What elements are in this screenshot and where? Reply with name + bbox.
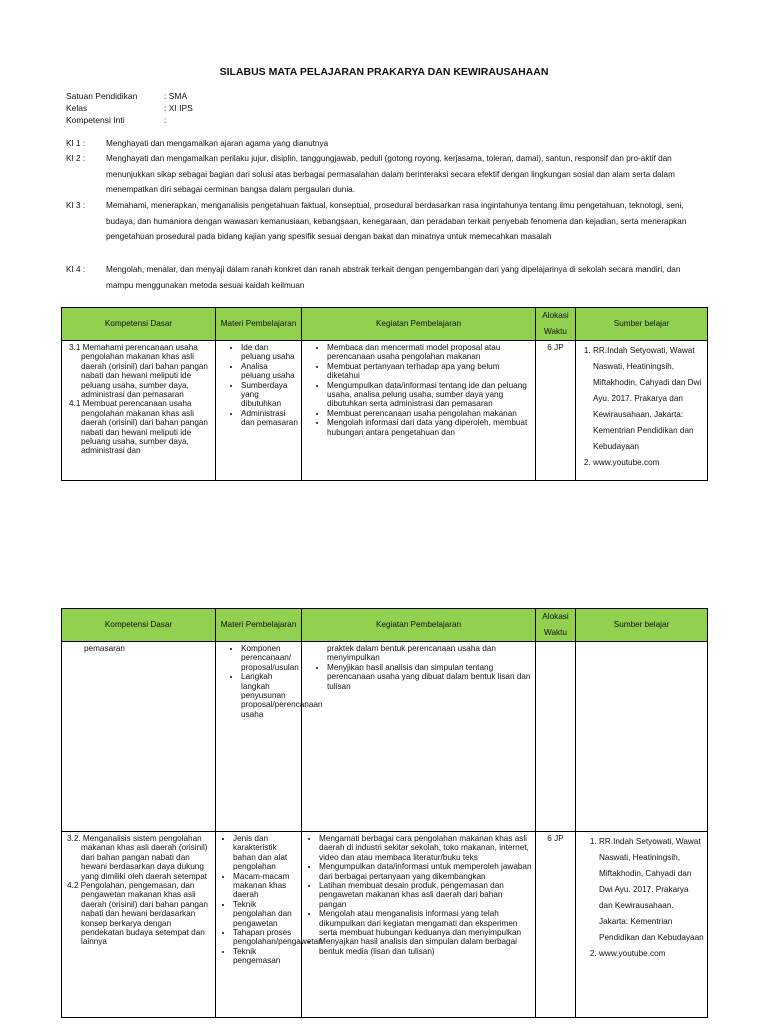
materi-item: • Teknik pengolahan dan pengawetan [233, 900, 298, 928]
materi-item: • Langkah langkah penyusunan proposal/perencanaan usaha [241, 672, 298, 719]
ki-value: : [164, 115, 167, 125]
meta-kelas [66, 103, 193, 114]
materi-item: • Analisa peluang usaha [241, 362, 298, 381]
sumber-item: 1. RR.Indah Setyowati, Wawat Naswati, Heatiningsih, Miftakhodin, Cahyadi dan Dwi Ayu. 2017. Prakarya dan Kewirausahaan. Jakarta: Kementrian Pendidikan dan Kebudayaan [599, 834, 704, 946]
kegiatan-item: • Mengamati berbagai cara pengolahan makanan khas asli daerah di industri sekitar sekolah, toko makanan, internet, video dan atau membaca literatur/buku teks [319, 834, 532, 862]
kegiatan-item: • Latihan membuat desain produk, pengemasan dan pengawetan makanan khas asli daerah dari bahan pangan [319, 881, 532, 909]
sumber-cell [576, 642, 708, 832]
header-kegiatan: Kegiatan Pembelajaran [302, 308, 536, 341]
ki-2-label: KI 2 : [66, 154, 86, 163]
ki-1-text: Menghayati dan mengamalkan ajaran agama yang dianutnya [106, 139, 329, 148]
meta-satuan [66, 91, 187, 102]
materi-cell [216, 642, 323, 832]
sumber-item: 2. www.youtube.com [593, 455, 704, 471]
header-alokasi: Alokasi Waktu [536, 609, 576, 642]
kelas-label: Kelas [66, 103, 88, 113]
materi-item: • Teknik pengemasan [233, 947, 298, 966]
ki-2-text: Menghayati dan mengamalkan perilaku jujur, disiplin, tanggungjawab, peduli (gotong royong, kerjasama, toleran, damai), santun, responsif dan pro-aktif dan menunjukkan sikap sebagai bagian dari solusi atas berbagai permasalahan dalam berinteraksi secara efektif dengan lingkungan sosial dan alam serta dalam menempatkan diri sebagai cerminan bangsa dalam pergaulan dunia. [106, 154, 675, 194]
ki-4-label: KI 4 : [66, 265, 86, 274]
sumber-item: 2. www.youtube.com [599, 946, 704, 962]
silabus-table-1 [61, 307, 708, 481]
materi-item: • Sumberdaya yang dibutuhkan [241, 381, 298, 409]
materi-cell [216, 832, 323, 1018]
alokasi-cell: 6 JP [536, 341, 576, 481]
kd-item: 4.2 Pengolahan, pengemasan, dan pengawetan makanan khas asli daerah (orisinil) dari bahan pangan nabati dan hewani berdasarkan konsep berkarya dengan pendekatan budaya setempat dan lainnya [67, 881, 208, 947]
table-row [62, 832, 708, 1018]
header-kompetensi-dasar: Kompetensi Dasar [62, 308, 216, 341]
silabus-table-2 [61, 608, 708, 1018]
kd-cell [62, 832, 216, 1018]
materi-item: • Tahapan proses pengolahan/pengawetan [233, 928, 298, 947]
alokasi-cell: 6 JP [536, 832, 576, 1018]
materi-cell [216, 341, 302, 481]
header-sumber: Sumber belajar [576, 308, 708, 341]
header-sumber: Sumber belajar [576, 609, 708, 642]
ki-1-label: KI 1 : [66, 139, 86, 148]
materi-item: • Komponen perencanaan/ proposal/usulan [241, 644, 298, 672]
kegiatan-item: • Membaca dan mencermati model proposal atau perencanaan usaha pengolahan makanan [327, 343, 532, 362]
ki-4-text: Mengolah, menalar, dan menyaji dalam ranah konkret dan ranah abstrak terkait dengan pengembangan dari yang dipelajarinya di sekolah secara mandiri, dan mampu menggunakan metoda sesuai kaidah keilmuan [106, 265, 681, 290]
kegiatan-item: • Menyjikan hasil analisis dan simpulan tentang perencanaan usaha yang dibuat dalam bentuk lisan dan tulisan [327, 663, 532, 691]
table-row [62, 642, 708, 832]
kegiatan-item: • Mengolah atau menganalisis informasi yang telah dikumpulkan dari kegiatan mengamati dan eksperimen serta membuat hubungan keduanya dan menyimpulkan [319, 909, 532, 937]
header-kegiatan: Kegiatan Pembelajaran [302, 609, 536, 642]
materi-item: • Macam-macam makanan khas daerah [233, 872, 298, 900]
table-row [62, 341, 708, 481]
header-kompetensi-dasar: Kompetensi Dasar [62, 609, 216, 642]
kegiatan-item: • Membuat pertanyaan terhadap apa yang belum diketahui [327, 362, 532, 381]
kegiatan-cell [302, 341, 536, 481]
header-materi: Materi Pembelajaran [216, 308, 302, 341]
ki-label: Kompetensi Inti [66, 115, 125, 125]
header-alokasi: Alokasi Waktu [536, 308, 576, 341]
kd-item: 3.1 Memahami perencanaan usaha pengolahan makanan khas asli daerah (orisinil) dari bahan pangan nabati dan hewani meliputi ide peluang usaha, sumber daya, administrasi dan pemasaran [69, 343, 208, 400]
kd-cell [62, 341, 216, 481]
kd-cell: pemasaran [62, 642, 216, 832]
alokasi-cell [536, 642, 576, 832]
kegiatan-item: • Mengumpulkan data/informasi untuk memperoleh jawaban dari berbagai pertanyaan yang dikembangkan [319, 862, 532, 881]
kegiatan-cell [302, 832, 536, 1018]
meta-kompetensi-inti [66, 115, 166, 126]
kd-item: 3.2. Menganalisis sistem pengolahan makanan khas asli daerah (orisinil) dari bahan pangan nabati dan hewani berdasarkan daya dukung yang dimiliki oleh daerah setempat [67, 834, 208, 881]
sumber-item: 1. RR.Indah Setyowati, Wawat Naswati, Heatiningsih, Miftakhodin, Cahyadi dan Dwi Ayu. 2017. Prakarya dan Kewirausahaan. Jakarta: Kementrian Pendidikan dan Kebudayaan [593, 343, 704, 455]
materi-item: • Ide dan peluang usaha [241, 343, 298, 362]
sumber-cell [576, 341, 708, 481]
materi-item: • Jenis dan karakteristik bahan dan alat pengolahan [233, 834, 298, 872]
sumber-cell [576, 832, 708, 1018]
materi-item: • Administrasi dan pemasaran [241, 409, 298, 428]
kegiatan-item: • Membuat perencanaan usaha pengolahan makanan [327, 409, 532, 418]
kegiatan-item: • Mengolah informasi dari data yang diperoleh, membuat hubungan antara pengetahuan dan [327, 418, 532, 437]
header-materi: Materi Pembelajaran [216, 609, 302, 642]
ki-3-label: KI 3 : [66, 201, 86, 210]
kelas-value: : XI IPS [164, 103, 193, 113]
kegiatan-continuation: praktek dalam bentuk perencanaan usaha dan menyimpulkan [327, 644, 496, 663]
satuan-value: : SMA [164, 91, 188, 101]
ki-3-text: Memahami, menerapkan, menganalisis pengetahuan faktual, konseptual, prosedural berdasarkan rasa ingintahunya tentang ilmu pengetahuan, teknologi, seni, budaya, dan humaniora dengan wawasan kemanusiaan, kebangsaan, kenegaraan, dan peradaban terkait penyebab fenomena dan kejadian, serta menerapkan pengetahuan prosedural pada bidang kajian yang spesifik sesuai dengan bakat dan minatnya untuk memecahkan masalah [106, 201, 687, 241]
satuan-label: Satuan Pendidikan [66, 91, 138, 101]
kegiatan-item: • Mengumpulkan data/informasi tentang ide dan peluang usaha, analisa pelung usaha, sumber daya yang dibutuhkan serta administrasi dan pemasaran [327, 381, 532, 409]
kegiatan-cell [302, 642, 536, 832]
kegiatan-item: • Menyajkan hasil analisis dan simpulan dalam berbagai bentuk media (lisan dan tulisan) [319, 937, 532, 956]
document-title: SILABUS MATA PELAJARAN PRAKARYA DAN KEWIRAUSAHAAN [219, 66, 549, 78]
kd-item: 4.1 Membuat perencanaan usaha pengolahan makanan khas asli daerah (orisinil) dari bahan pangan nabati dan hewani meliputi ide peluang usaha, sumber daya, administrasi dan [69, 399, 208, 456]
